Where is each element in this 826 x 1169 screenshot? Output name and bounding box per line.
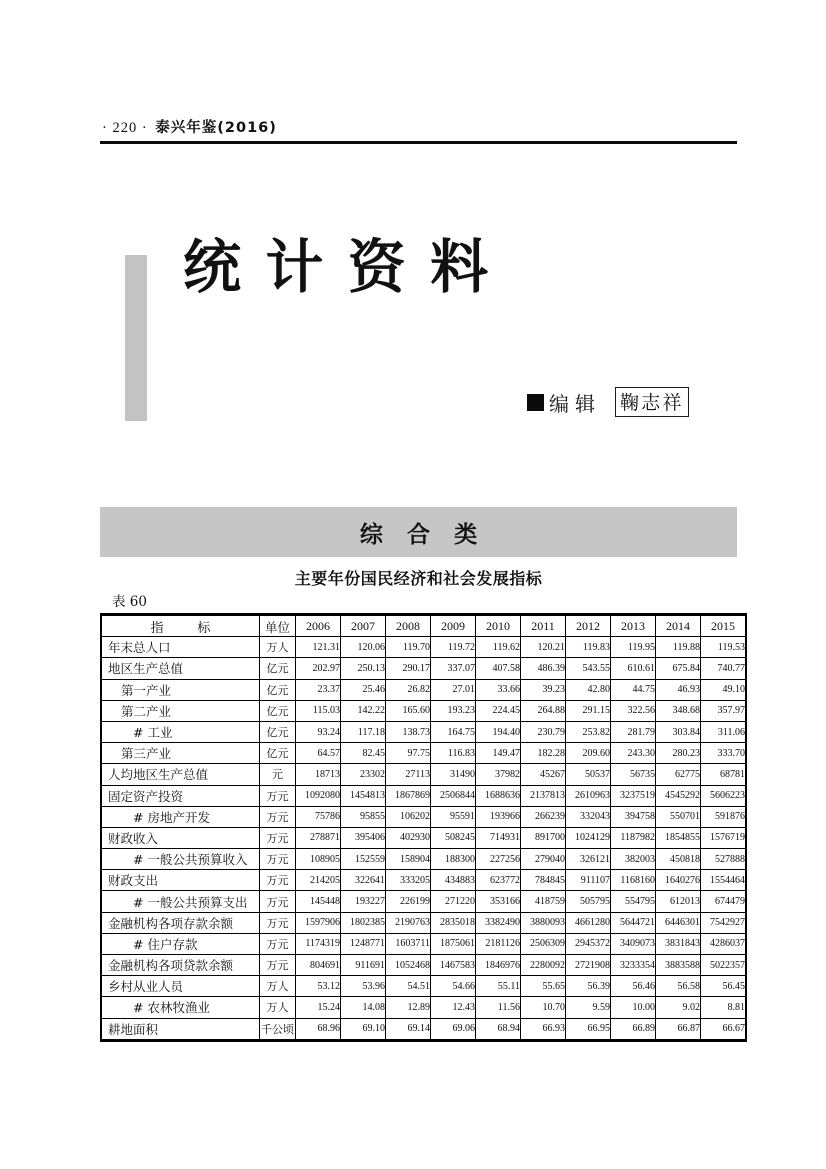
table-row	[101, 764, 746, 785]
year-column-header: 2008	[386, 615, 431, 637]
table-caption: 主要年份国民经济和社会发展指标	[294, 569, 543, 588]
year-column-header: 2009	[431, 615, 476, 637]
year-column-header: 2014	[656, 615, 701, 637]
value-cell: 27.01	[431, 679, 476, 700]
indicator-cell: 第一产业	[101, 679, 260, 700]
unit-cell: 万元	[260, 785, 296, 806]
book-title: 泰兴年鉴(2016)	[155, 120, 277, 136]
value-cell: 9.59	[566, 997, 611, 1018]
value-cell: 1467583	[431, 955, 476, 976]
indicator-column-header-label: 指标	[150, 620, 245, 636]
indicator-cell: 财政支出	[101, 870, 260, 891]
value-cell: 5606223	[701, 785, 747, 806]
unit-cell: 万人	[260, 997, 296, 1018]
value-cell: 714931	[476, 827, 521, 848]
unit-cell: 亿元	[260, 679, 296, 700]
value-cell: 119.53	[701, 637, 747, 658]
header-rule	[100, 141, 737, 144]
value-cell: 353166	[476, 891, 521, 912]
value-cell: 303.84	[656, 721, 701, 742]
indicator-cell: 人均地区生产总值	[101, 764, 260, 785]
value-cell: 18713	[296, 764, 341, 785]
value-cell: 434883	[431, 870, 476, 891]
year-column-header: 2011	[521, 615, 566, 637]
value-cell: 2945372	[566, 933, 611, 954]
table-row	[101, 743, 746, 764]
value-cell: 804691	[296, 955, 341, 976]
value-cell: 10.70	[521, 997, 566, 1018]
unit-cell: 万人	[260, 976, 296, 997]
indicator-cell: 金融机构各项贷款余额	[101, 955, 260, 976]
value-cell: 55.65	[521, 976, 566, 997]
unit-cell: 万人	[260, 637, 296, 658]
value-cell: 66.89	[611, 1018, 656, 1040]
value-cell: 322.56	[611, 700, 656, 721]
editor-line	[527, 389, 689, 415]
value-cell: 226199	[386, 891, 431, 912]
value-cell: 291.15	[566, 700, 611, 721]
value-cell: 53.96	[341, 976, 386, 997]
value-cell: 402930	[386, 827, 431, 848]
value-cell: 49.10	[701, 679, 747, 700]
editor-label: 编辑	[549, 391, 601, 416]
value-cell: 279040	[521, 849, 566, 870]
value-cell: 1248771	[341, 933, 386, 954]
indicator-cell: 耕地面积	[101, 1018, 260, 1040]
table-row	[101, 658, 746, 679]
value-cell: 119.72	[431, 637, 476, 658]
table-row	[101, 976, 746, 997]
unit-cell: 亿元	[260, 743, 296, 764]
value-cell: 326121	[566, 849, 611, 870]
value-cell: 145448	[296, 891, 341, 912]
value-cell: 1688636	[476, 785, 521, 806]
value-cell: 407.58	[476, 658, 521, 679]
value-cell: 69.14	[386, 1018, 431, 1040]
year-column-header: 2013	[611, 615, 656, 637]
value-cell: 54.51	[386, 976, 431, 997]
value-cell: 333.70	[701, 743, 747, 764]
value-cell: 93.24	[296, 721, 341, 742]
table-row	[101, 891, 746, 912]
value-cell: 486.39	[521, 658, 566, 679]
value-cell: 46.93	[656, 679, 701, 700]
value-cell: 7542927	[701, 912, 747, 933]
indicator-cell: # 住户存款	[101, 933, 260, 954]
page-number: · 220 ·	[102, 120, 148, 136]
value-cell: 119.88	[656, 637, 701, 658]
year-column-header: 2007	[341, 615, 386, 637]
unit-cell: 万元	[260, 806, 296, 827]
indicator-column-header	[101, 615, 260, 637]
value-cell: 1867869	[386, 785, 431, 806]
value-cell: 271220	[431, 891, 476, 912]
value-cell: 25.46	[341, 679, 386, 700]
value-cell: 253.82	[566, 721, 611, 742]
indicator-cell: # 一般公共预算收入	[101, 849, 260, 870]
value-cell: 394758	[611, 806, 656, 827]
value-cell: 95591	[431, 806, 476, 827]
value-cell: 1168160	[611, 870, 656, 891]
value-cell: 115.03	[296, 700, 341, 721]
indicator-cell: 固定资产投资	[101, 785, 260, 806]
value-cell: 62775	[656, 764, 701, 785]
value-cell: 243.30	[611, 743, 656, 764]
year-column-header: 2012	[566, 615, 611, 637]
unit-cell: 万元	[260, 955, 296, 976]
value-cell: 2506309	[521, 933, 566, 954]
value-cell: 2610963	[566, 785, 611, 806]
value-cell: 56735	[611, 764, 656, 785]
value-cell: 322641	[341, 870, 386, 891]
value-cell: 1846976	[476, 955, 521, 976]
value-cell: 214205	[296, 870, 341, 891]
table-row	[101, 637, 746, 658]
value-cell: 37982	[476, 764, 521, 785]
value-cell: 591876	[701, 806, 747, 827]
value-cell: 10.00	[611, 997, 656, 1018]
table-row	[101, 933, 746, 954]
value-cell: 911107	[566, 870, 611, 891]
value-cell: 554795	[611, 891, 656, 912]
table-row	[101, 1018, 746, 1040]
category-banner-label: 综合类	[359, 521, 502, 548]
value-cell: 2506844	[431, 785, 476, 806]
value-cell: 623772	[476, 870, 521, 891]
indicator-cell: 第三产业	[101, 743, 260, 764]
unit-cell: 万元	[260, 870, 296, 891]
value-cell: 56.45	[701, 976, 747, 997]
value-cell: 95855	[341, 806, 386, 827]
value-cell: 27113	[386, 764, 431, 785]
value-cell: 3233354	[611, 955, 656, 976]
table-row	[101, 721, 746, 742]
value-cell: 4545292	[656, 785, 701, 806]
value-cell: 280.23	[656, 743, 701, 764]
value-cell: 194.40	[476, 721, 521, 742]
indicator-cell: 第二产业	[101, 700, 260, 721]
value-cell: 6446301	[656, 912, 701, 933]
unit-cell: 万元	[260, 849, 296, 870]
value-cell: 1603711	[386, 933, 431, 954]
value-cell: 612013	[656, 891, 701, 912]
value-cell: 106202	[386, 806, 431, 827]
indicator-cell: 乡村从业人员	[101, 976, 260, 997]
table-row	[101, 870, 746, 891]
value-cell: 5022357	[701, 955, 747, 976]
value-cell: 68.96	[296, 1018, 341, 1040]
value-cell: 5644721	[611, 912, 656, 933]
editor-name-box: 鞠志祥	[615, 387, 689, 417]
value-cell: 2835018	[431, 912, 476, 933]
table-row	[101, 827, 746, 848]
value-cell: 3409073	[611, 933, 656, 954]
value-cell: 348.68	[656, 700, 701, 721]
value-cell: 230.79	[521, 721, 566, 742]
value-cell: 264.88	[521, 700, 566, 721]
value-cell: 119.62	[476, 637, 521, 658]
value-cell: 675.84	[656, 658, 701, 679]
value-cell: 12.89	[386, 997, 431, 1018]
value-cell: 15.24	[296, 997, 341, 1018]
indicator-cell: 年末总人口	[101, 637, 260, 658]
table-row	[101, 785, 746, 806]
unit-cell: 亿元	[260, 658, 296, 679]
value-cell: 138.73	[386, 721, 431, 742]
table-row	[101, 679, 746, 700]
table-row	[101, 700, 746, 721]
value-cell: 82.45	[341, 743, 386, 764]
table-row	[101, 806, 746, 827]
value-cell: 2181126	[476, 933, 521, 954]
value-cell: 66.87	[656, 1018, 701, 1040]
value-cell: 2721908	[566, 955, 611, 976]
value-cell: 119.70	[386, 637, 431, 658]
value-cell: 97.75	[386, 743, 431, 764]
value-cell: 120.21	[521, 637, 566, 658]
value-cell: 3382490	[476, 912, 521, 933]
value-cell: 337.07	[431, 658, 476, 679]
value-cell: 23.37	[296, 679, 341, 700]
unit-cell: 亿元	[260, 721, 296, 742]
value-cell: 9.02	[656, 997, 701, 1018]
value-cell: 50537	[566, 764, 611, 785]
table-row	[101, 997, 746, 1018]
value-cell: 674479	[701, 891, 747, 912]
value-cell: 281.79	[611, 721, 656, 742]
indicators-table	[100, 613, 747, 1042]
value-cell: 891700	[521, 827, 566, 848]
value-cell: 193966	[476, 806, 521, 827]
unit-cell: 万元	[260, 933, 296, 954]
value-cell: 68781	[701, 764, 747, 785]
year-column-header: 2010	[476, 615, 521, 637]
unit-cell: 元	[260, 764, 296, 785]
value-cell: 209.60	[566, 743, 611, 764]
value-cell: 332043	[566, 806, 611, 827]
value-cell: 527888	[701, 849, 747, 870]
value-cell: 69.06	[431, 1018, 476, 1040]
indicator-cell: # 工业	[101, 721, 260, 742]
value-cell: 108905	[296, 849, 341, 870]
value-cell: 266239	[521, 806, 566, 827]
value-cell: 1052468	[386, 955, 431, 976]
value-cell: 2280092	[521, 955, 566, 976]
chapter-accent-bar	[125, 255, 147, 421]
value-cell: 188300	[431, 849, 476, 870]
value-cell: 66.95	[566, 1018, 611, 1040]
value-cell: 33.66	[476, 679, 521, 700]
table-row	[101, 849, 746, 870]
value-cell: 23302	[341, 764, 386, 785]
value-cell: 158904	[386, 849, 431, 870]
value-cell: 64.57	[296, 743, 341, 764]
black-square-icon	[527, 394, 544, 411]
value-cell: 2190763	[386, 912, 431, 933]
value-cell: 1024129	[566, 827, 611, 848]
value-cell: 1454813	[341, 785, 386, 806]
value-cell: 152559	[341, 849, 386, 870]
value-cell: 911691	[341, 955, 386, 976]
table-number: 表 60	[112, 594, 147, 610]
value-cell: 382003	[611, 849, 656, 870]
indicator-cell: # 农林牧渔业	[101, 997, 260, 1018]
value-cell: 1187982	[611, 827, 656, 848]
value-cell: 75786	[296, 806, 341, 827]
value-cell: 56.39	[566, 976, 611, 997]
value-cell: 3237519	[611, 785, 656, 806]
value-cell: 508245	[431, 827, 476, 848]
table-row	[101, 912, 746, 933]
value-cell: 1875061	[431, 933, 476, 954]
value-cell: 290.17	[386, 658, 431, 679]
running-head	[102, 116, 277, 137]
value-cell: 53.12	[296, 976, 341, 997]
unit-cell: 亿元	[260, 700, 296, 721]
value-cell: 450818	[656, 849, 701, 870]
value-cell: 31490	[431, 764, 476, 785]
unit-column-header	[260, 615, 296, 637]
value-cell: 14.08	[341, 997, 386, 1018]
value-cell: 69.10	[341, 1018, 386, 1040]
unit-column-header-label: 单位	[264, 619, 290, 635]
value-cell: 1854855	[656, 827, 701, 848]
indicator-cell: # 房地产开发	[101, 806, 260, 827]
value-cell: 1802385	[341, 912, 386, 933]
value-cell: 505795	[566, 891, 611, 912]
value-cell: 395406	[341, 827, 386, 848]
value-cell: 164.75	[431, 721, 476, 742]
table-row	[101, 955, 746, 976]
value-cell: 193227	[341, 891, 386, 912]
value-cell: 55.11	[476, 976, 521, 997]
value-cell: 116.83	[431, 743, 476, 764]
value-cell: 182.28	[521, 743, 566, 764]
table-header-row	[101, 615, 746, 637]
value-cell: 4286037	[701, 933, 747, 954]
value-cell: 227256	[476, 849, 521, 870]
value-cell: 12.43	[431, 997, 476, 1018]
value-cell: 56.46	[611, 976, 656, 997]
unit-cell: 万元	[260, 827, 296, 848]
value-cell: 740.77	[701, 658, 747, 679]
value-cell: 39.23	[521, 679, 566, 700]
value-cell: 3831843	[656, 933, 701, 954]
indicator-cell: 金融机构各项存款余额	[101, 912, 260, 933]
value-cell: 250.13	[341, 658, 386, 679]
value-cell: 202.97	[296, 658, 341, 679]
category-banner	[100, 507, 737, 557]
indicator-cell: 地区生产总值	[101, 658, 260, 679]
value-cell: 26.82	[386, 679, 431, 700]
value-cell: 68.94	[476, 1018, 521, 1040]
unit-cell: 千公顷	[260, 1018, 296, 1040]
value-cell: 119.95	[611, 637, 656, 658]
value-cell: 2137813	[521, 785, 566, 806]
value-cell: 44.75	[611, 679, 656, 700]
indicator-cell: 财政收入	[101, 827, 260, 848]
value-cell: 142.22	[341, 700, 386, 721]
value-cell: 66.93	[521, 1018, 566, 1040]
value-cell: 1092080	[296, 785, 341, 806]
value-cell: 1640276	[656, 870, 701, 891]
value-cell: 1597906	[296, 912, 341, 933]
value-cell: 418759	[521, 891, 566, 912]
value-cell: 1554464	[701, 870, 747, 891]
value-cell: 54.66	[431, 976, 476, 997]
value-cell: 543.55	[566, 658, 611, 679]
value-cell: 311.06	[701, 721, 747, 742]
value-cell: 784845	[521, 870, 566, 891]
value-cell: 4661280	[566, 912, 611, 933]
value-cell: 119.83	[566, 637, 611, 658]
value-cell: 8.81	[701, 997, 747, 1018]
value-cell: 165.60	[386, 700, 431, 721]
year-column-header: 2015	[701, 615, 747, 637]
year-column-header: 2006	[296, 615, 341, 637]
value-cell: 333205	[386, 870, 431, 891]
value-cell: 3883588	[656, 955, 701, 976]
indicator-cell: # 一般公共预算支出	[101, 891, 260, 912]
value-cell: 121.31	[296, 637, 341, 658]
unit-cell: 万元	[260, 891, 296, 912]
value-cell: 610.61	[611, 658, 656, 679]
value-cell: 42.80	[566, 679, 611, 700]
chapter-title: 统计资料	[183, 233, 513, 301]
value-cell: 550701	[656, 806, 701, 827]
value-cell: 149.47	[476, 743, 521, 764]
value-cell: 1174319	[296, 933, 341, 954]
value-cell: 45267	[521, 764, 566, 785]
value-cell: 278871	[296, 827, 341, 848]
unit-cell: 万元	[260, 912, 296, 933]
table-body	[101, 637, 746, 1041]
value-cell: 3880093	[521, 912, 566, 933]
value-cell: 120.06	[341, 637, 386, 658]
value-cell: 224.45	[476, 700, 521, 721]
value-cell: 117.18	[341, 721, 386, 742]
value-cell: 193.23	[431, 700, 476, 721]
value-cell: 1576719	[701, 827, 747, 848]
value-cell: 357.97	[701, 700, 747, 721]
value-cell: 11.56	[476, 997, 521, 1018]
value-cell: 56.58	[656, 976, 701, 997]
value-cell: 66.67	[701, 1018, 747, 1040]
